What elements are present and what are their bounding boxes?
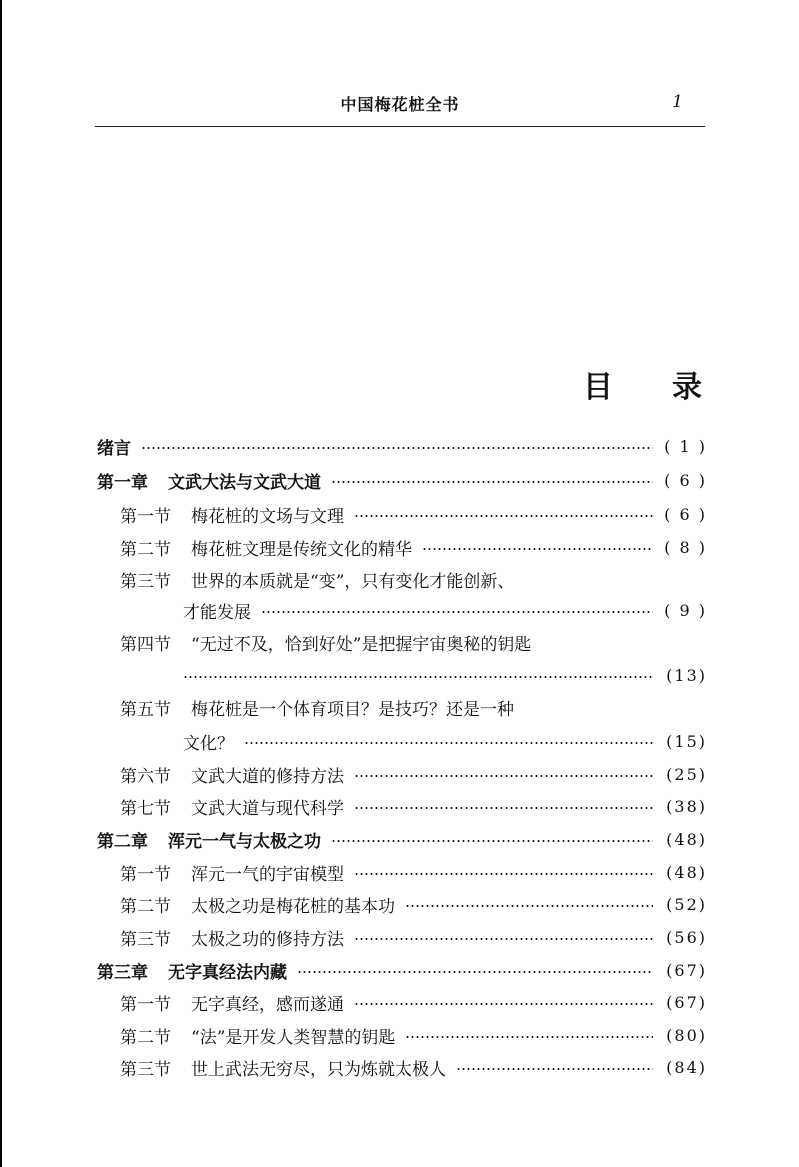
toc-entry-page: (48) (666, 862, 707, 882)
dot-leader (354, 793, 653, 819)
toc-entry-title: 才能发展 (183, 602, 251, 623)
toc-entry-label: 第四节 (120, 634, 171, 655)
toc-entry-page: (48) (666, 829, 707, 849)
toc-entry-page: ( 6 ) (664, 504, 707, 524)
toc-entry-page: (15) (666, 731, 707, 751)
dot-leader (354, 859, 653, 885)
toc-entry-title: 浑元一气与太极之功 (168, 831, 321, 852)
dot-leader (422, 534, 653, 560)
toc-title-char-2: 录 (672, 370, 702, 405)
dot-leader (331, 826, 653, 852)
toc-entry-page: ( 8 ) (664, 537, 707, 557)
toc-entry-chapter (97, 826, 707, 852)
toc-entry-label: 第二节 (120, 896, 171, 917)
book-title: 中国梅花桩全书 (340, 95, 460, 114)
toc-entry-section (120, 891, 707, 917)
toc-entry-page: (67) (666, 960, 707, 980)
dot-leader (456, 1054, 653, 1080)
toc-entry-section (120, 629, 707, 655)
header-rule (95, 126, 705, 127)
toc-entry-title: 文武大法与文武大道 (168, 472, 321, 493)
toc-entry-title: 梅花桩文理是传统文化的精华 (191, 539, 412, 560)
toc-entry-label: 第六节 (120, 766, 171, 787)
toc-entry-page: (80) (666, 1025, 707, 1045)
toc-entry-label: 第二节 (120, 1027, 171, 1048)
toc-entry-page: ( 9 ) (664, 600, 707, 620)
toc-entry-section (120, 501, 707, 527)
toc-entry-page: (38) (666, 796, 707, 816)
toc-entry-label: 第一章 (97, 472, 148, 493)
dot-leader (297, 957, 653, 983)
dot-leader (354, 761, 653, 787)
toc-entry-label: 第三节 (120, 1059, 171, 1080)
toc-entry-title: 太极之功是梅花桩的基本功 (191, 896, 395, 917)
toc-entry-page: ( 1 ) (664, 436, 707, 456)
toc-entry-label: 第二节 (120, 539, 171, 560)
page-number: 1 (672, 92, 683, 112)
toc-entry-title: 太极之功的修持方法 (191, 929, 344, 950)
toc-entry-label: 第一节 (120, 994, 171, 1015)
dot-leader (261, 597, 653, 623)
toc-entry-label: 第二章 (97, 831, 148, 852)
toc-entry-label: 第三章 (97, 962, 148, 983)
toc-entry-chapter (97, 957, 707, 983)
toc-entry-title: 世上武法无穷尽，只为炼就太极人 (191, 1059, 446, 1080)
dot-leader (354, 501, 653, 527)
toc-entry-page: ( 6 ) (664, 470, 707, 490)
toc-entry-title: 文武大道的修持方法 (191, 766, 344, 787)
toc-entry-section (120, 859, 707, 885)
toc-entry-chapter (97, 467, 707, 493)
toc-entry-title: 梅花桩是一个体育项目？是技巧？还是一种 (191, 699, 514, 720)
toc-entry-label: 绪言 (97, 438, 131, 459)
toc-entry-title: 梅花桩的文场与文理 (191, 506, 344, 527)
toc-entry-page: (67) (666, 992, 707, 1012)
toc-entry-section (120, 1022, 707, 1048)
dot-leader (354, 989, 653, 1015)
toc-entry-title: 文化？ (183, 733, 234, 754)
toc-entry-intro (97, 433, 707, 459)
toc-entry-page: (52) (666, 894, 707, 914)
toc-entry-section (120, 534, 707, 560)
toc-entry-section (120, 566, 707, 592)
dot-leader (405, 891, 653, 917)
dot-leader (331, 467, 653, 493)
toc-entry-title: 无字真经，感而遂通 (191, 994, 344, 1015)
toc-entry-title: 无字真经法内藏 (168, 962, 287, 983)
toc-title-char-1: 目 (583, 370, 613, 405)
toc-entry-label: 第三节 (120, 571, 171, 592)
toc-entry-section (120, 761, 707, 787)
toc-entry-label: 第一节 (120, 506, 171, 527)
toc-entry-page: (56) (666, 927, 707, 947)
toc-entry-label: 第五节 (120, 699, 171, 720)
toc-entry-page: (25) (666, 764, 707, 784)
toc-entry-section (120, 924, 707, 950)
toc-entry-page: (13) (666, 665, 707, 685)
toc-entry-title: “法”是开发人类智慧的钥匙 (191, 1027, 396, 1048)
dot-leader (141, 433, 653, 459)
toc-entry-title: 世界的本质就是“变”，只有变化才能创新、 (191, 571, 515, 592)
toc-entry-label: 第七节 (120, 798, 171, 819)
running-head (95, 92, 705, 122)
toc-entry-label: 第一节 (120, 864, 171, 885)
toc-entry-page: (84) (666, 1057, 707, 1077)
toc-entry-title: 文武大道与现代科学 (191, 798, 344, 819)
toc-entry-cont (183, 662, 707, 688)
toc-entry-section (120, 793, 707, 819)
toc-entry-section (120, 989, 707, 1015)
toc-entry-title: “无过不及，恰到好处”是把握宇宙奥秘的钥匙 (191, 634, 532, 655)
toc-entry-cont (183, 597, 707, 623)
dot-leader (244, 728, 653, 754)
toc-entry-label: 第三节 (120, 929, 171, 950)
dot-leader (183, 662, 653, 688)
toc-entry-section (120, 694, 707, 720)
dot-leader (354, 924, 653, 950)
toc-entry-section (120, 1054, 707, 1080)
toc-entry-title: 浑元一气的宇宙模型 (191, 864, 344, 885)
page-left-border (0, 0, 2, 1167)
toc-entry-cont (183, 728, 707, 754)
dot-leader (405, 1022, 653, 1048)
